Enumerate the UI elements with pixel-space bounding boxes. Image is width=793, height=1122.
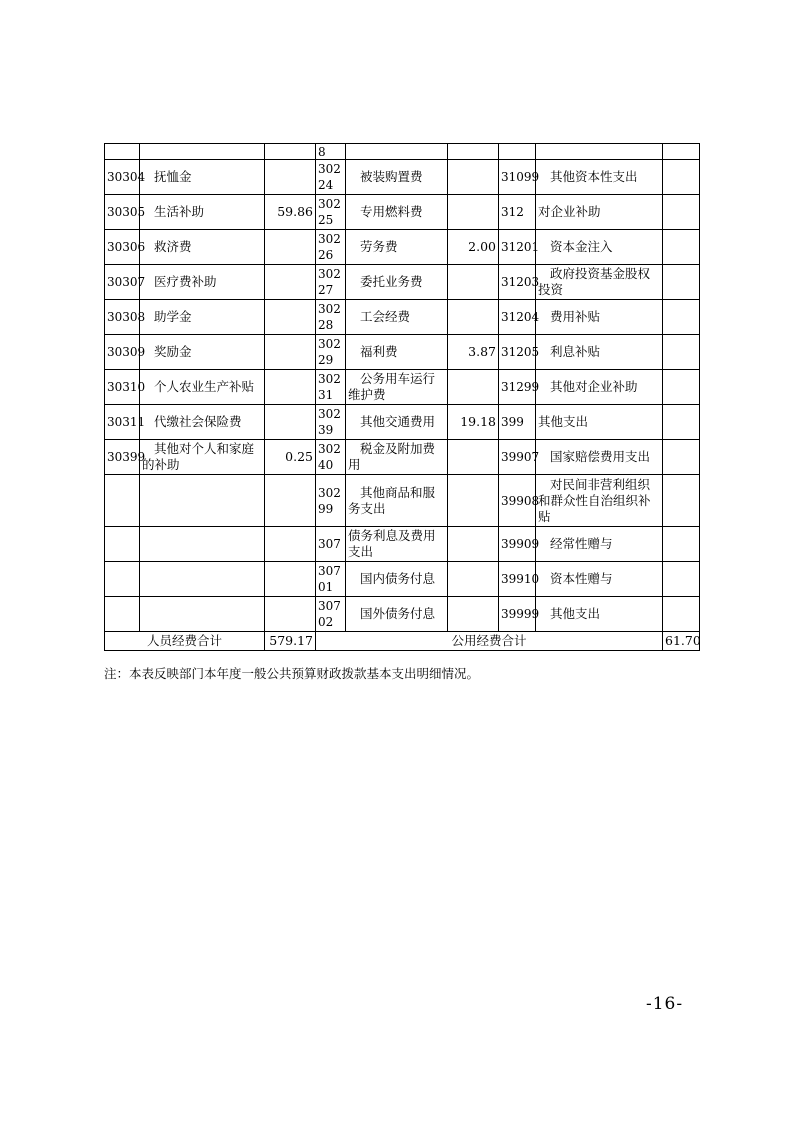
capital-item xyxy=(536,144,663,160)
table-row xyxy=(105,195,700,230)
totals-row xyxy=(105,632,700,651)
personnel-code: 30306 xyxy=(105,230,140,265)
capital-item: 对企业补助 xyxy=(536,195,663,230)
public-amount: 3.87 xyxy=(448,335,499,370)
personnel-code xyxy=(105,562,140,597)
table-row xyxy=(105,335,700,370)
personnel-item: 医疗费补助 xyxy=(140,265,265,300)
public-item: 被装购置费 xyxy=(346,160,448,195)
capital-item: 资本金注入 xyxy=(536,230,663,265)
public-amount xyxy=(448,527,499,562)
capital-amount xyxy=(663,300,700,335)
capital-code: 399 xyxy=(499,405,536,440)
personnel-item xyxy=(140,527,265,562)
personnel-amount xyxy=(265,335,316,370)
personnel-code xyxy=(105,144,140,160)
public-item xyxy=(346,144,448,160)
capital-amount xyxy=(663,230,700,265)
personnel-amount: 59.86 xyxy=(265,195,316,230)
capital-amount xyxy=(663,144,700,160)
public-item: 工会经费 xyxy=(346,300,448,335)
capital-amount xyxy=(663,195,700,230)
public-item: 其他商品和服务支出 xyxy=(346,475,448,527)
public-item: 公务用车运行维护费 xyxy=(346,370,448,405)
personnel-amount xyxy=(265,300,316,335)
personnel-code: 30307 xyxy=(105,265,140,300)
capital-amount xyxy=(663,597,700,632)
public-code: 30239 xyxy=(316,405,346,440)
capital-code: 39910 xyxy=(499,562,536,597)
personnel-amount xyxy=(265,405,316,440)
personnel-code xyxy=(105,475,140,527)
personnel-code xyxy=(105,527,140,562)
personnel-amount xyxy=(265,230,316,265)
public-amount xyxy=(448,265,499,300)
personnel-amount xyxy=(265,597,316,632)
personnel-total-value: 579.17 xyxy=(265,632,316,651)
table-row xyxy=(105,597,700,632)
personnel-item: 抚恤金 xyxy=(140,160,265,195)
capital-item: 其他支出 xyxy=(536,597,663,632)
public-code: 30225 xyxy=(316,195,346,230)
table-row xyxy=(105,527,700,562)
public-item: 劳务费 xyxy=(346,230,448,265)
public-code: 30240 xyxy=(316,440,346,475)
public-code: 307 xyxy=(316,527,346,562)
table-row xyxy=(105,370,700,405)
personnel-item: 救济费 xyxy=(140,230,265,265)
personnel-code: 30308 xyxy=(105,300,140,335)
public-item: 税金及附加费用 xyxy=(346,440,448,475)
public-amount xyxy=(448,597,499,632)
budget-detail-table xyxy=(104,143,700,651)
personnel-code: 30399 xyxy=(105,440,140,475)
table-row xyxy=(105,475,700,527)
capital-item: 经常性赠与 xyxy=(536,527,663,562)
public-amount xyxy=(448,144,499,160)
capital-amount xyxy=(663,370,700,405)
capital-amount xyxy=(663,265,700,300)
capital-item: 其他支出 xyxy=(536,405,663,440)
personnel-item: 生活补助 xyxy=(140,195,265,230)
personnel-code: 30311 xyxy=(105,405,140,440)
public-code: 30226 xyxy=(316,230,346,265)
personnel-amount xyxy=(265,527,316,562)
personnel-item: 个人农业生产补贴 xyxy=(140,370,265,405)
personnel-amount xyxy=(265,144,316,160)
capital-item: 利息补贴 xyxy=(536,335,663,370)
personnel-item xyxy=(140,562,265,597)
capital-code: 312 xyxy=(499,195,536,230)
capital-amount xyxy=(663,405,700,440)
public-amount xyxy=(448,475,499,527)
public-code: 30299 xyxy=(316,475,346,527)
capital-item: 政府投资基金股权投资 xyxy=(536,265,663,300)
public-code: 30228 xyxy=(316,300,346,335)
table-row xyxy=(105,144,700,160)
personnel-amount xyxy=(265,160,316,195)
public-code: 30231 xyxy=(316,370,346,405)
capital-item: 其他对企业补助 xyxy=(536,370,663,405)
personnel-item xyxy=(140,144,265,160)
capital-amount xyxy=(663,562,700,597)
table-body xyxy=(105,144,700,651)
table-row xyxy=(105,562,700,597)
capital-item: 其他资本性支出 xyxy=(536,160,663,195)
table-row xyxy=(105,265,700,300)
public-amount xyxy=(448,300,499,335)
capital-code: 31299 xyxy=(499,370,536,405)
public-code: 30701 xyxy=(316,562,346,597)
public-amount: 2.00 xyxy=(448,230,499,265)
table-row xyxy=(105,405,700,440)
personnel-code xyxy=(105,597,140,632)
capital-amount xyxy=(663,527,700,562)
public-item: 专用燃料费 xyxy=(346,195,448,230)
public-amount xyxy=(448,440,499,475)
capital-code: 31205 xyxy=(499,335,536,370)
public-amount xyxy=(448,195,499,230)
personnel-item: 其他对个人和家庭的补助 xyxy=(140,440,265,475)
capital-item: 费用补贴 xyxy=(536,300,663,335)
capital-item: 资本性赠与 xyxy=(536,562,663,597)
public-code: 30229 xyxy=(316,335,346,370)
capital-code: 31203 xyxy=(499,265,536,300)
public-code: 30702 xyxy=(316,597,346,632)
public-item: 其他交通费用 xyxy=(346,405,448,440)
personnel-code: 30304 xyxy=(105,160,140,195)
public-amount xyxy=(448,370,499,405)
capital-item: 对民间非营利组织和群众性自治组织补贴 xyxy=(536,475,663,527)
public-code: 8 xyxy=(316,144,346,160)
personnel-amount: 0.25 xyxy=(265,440,316,475)
capital-code: 31204 xyxy=(499,300,536,335)
personnel-amount xyxy=(265,265,316,300)
table-row xyxy=(105,230,700,265)
public-total-value: 61.70 xyxy=(663,632,700,651)
capital-code xyxy=(499,144,536,160)
capital-amount xyxy=(663,160,700,195)
public-item: 债务利息及费用支出 xyxy=(346,527,448,562)
public-item: 委托业务费 xyxy=(346,265,448,300)
personnel-item xyxy=(140,597,265,632)
public-item: 国内债务付息 xyxy=(346,562,448,597)
capital-item: 国家赔偿费用支出 xyxy=(536,440,663,475)
capital-code: 39999 xyxy=(499,597,536,632)
capital-code: 39909 xyxy=(499,527,536,562)
public-total-label: 公用经费合计 xyxy=(316,632,663,651)
capital-code: 39907 xyxy=(499,440,536,475)
personnel-code: 30310 xyxy=(105,370,140,405)
capital-amount xyxy=(663,475,700,527)
capital-amount xyxy=(663,335,700,370)
personnel-item: 助学金 xyxy=(140,300,265,335)
table-footnote: 注：本表反映部门本年度一般公共预算财政拨款基本支出明细情况。 xyxy=(104,666,480,681)
capital-code: 31201 xyxy=(499,230,536,265)
page-number: -16- xyxy=(646,994,684,1014)
public-code: 30224 xyxy=(316,160,346,195)
capital-amount xyxy=(663,440,700,475)
public-item: 国外债务付息 xyxy=(346,597,448,632)
capital-code: 31099 xyxy=(499,160,536,195)
public-code: 30227 xyxy=(316,265,346,300)
personnel-amount xyxy=(265,370,316,405)
public-amount: 19.18 xyxy=(448,405,499,440)
capital-code: 39908 xyxy=(499,475,536,527)
public-amount xyxy=(448,562,499,597)
personnel-item: 代缴社会保险费 xyxy=(140,405,265,440)
personnel-amount xyxy=(265,475,316,527)
personnel-code: 30309 xyxy=(105,335,140,370)
table-row xyxy=(105,160,700,195)
table-row xyxy=(105,300,700,335)
personnel-code: 30305 xyxy=(105,195,140,230)
table-row xyxy=(105,440,700,475)
personnel-item xyxy=(140,475,265,527)
public-item: 福利费 xyxy=(346,335,448,370)
personnel-total-label: 人员经费合计 xyxy=(105,632,265,651)
personnel-item: 奖励金 xyxy=(140,335,265,370)
public-amount xyxy=(448,160,499,195)
personnel-amount xyxy=(265,562,316,597)
